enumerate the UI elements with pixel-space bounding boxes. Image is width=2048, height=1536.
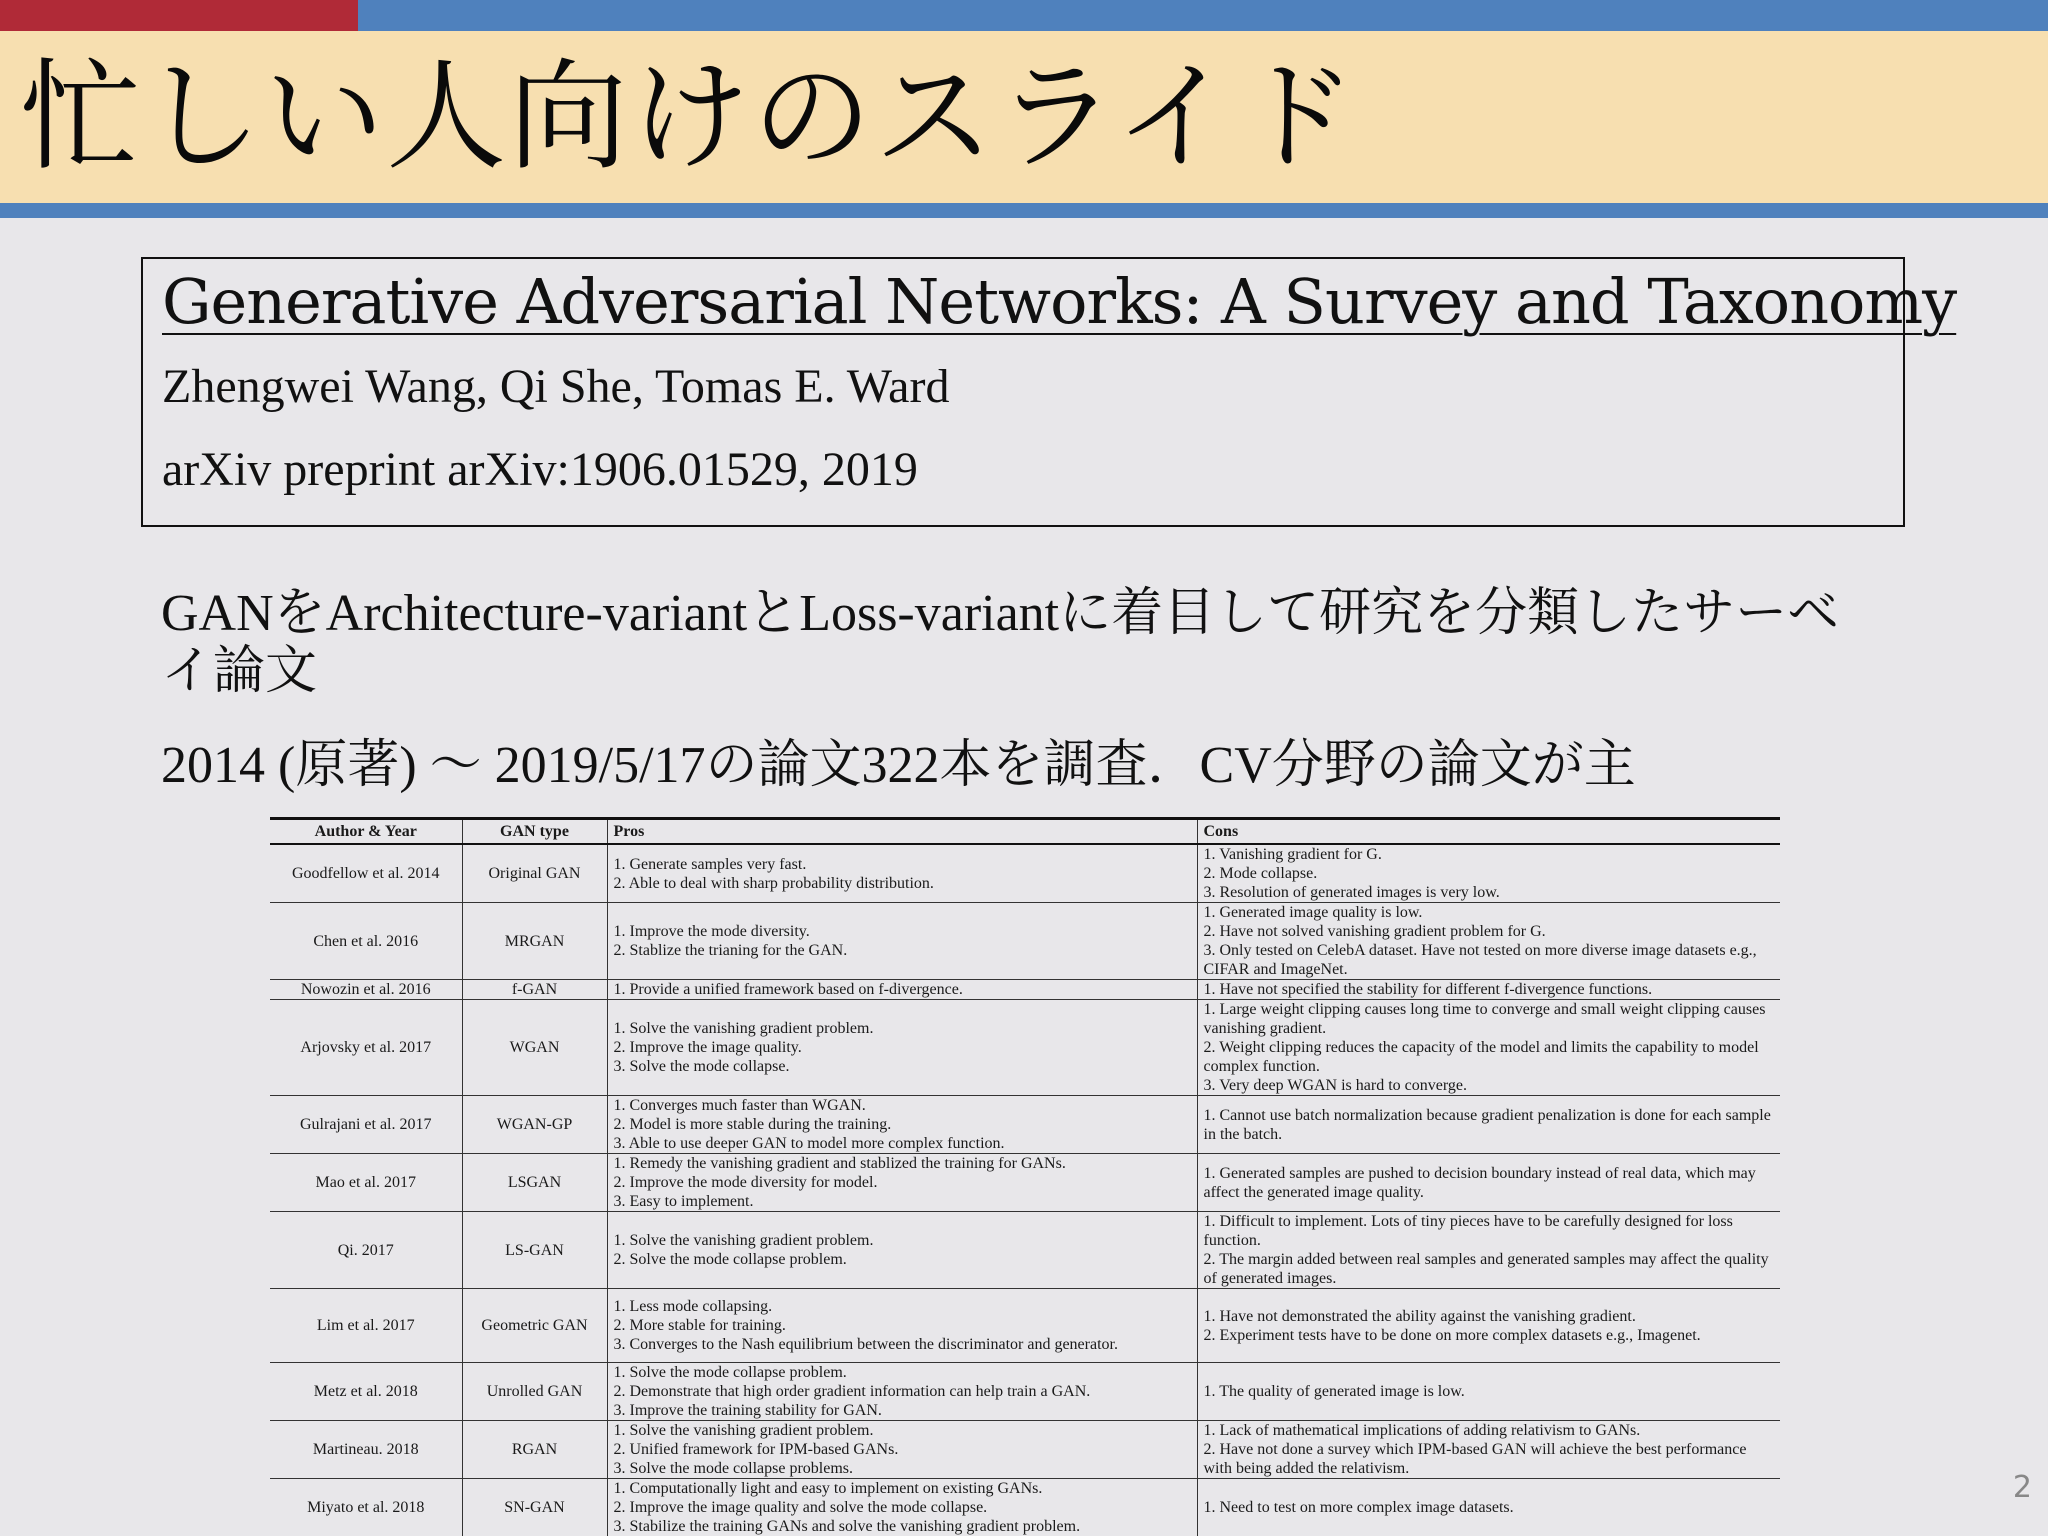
pros-item: 2. Solve the mode collapse problem. [613,1251,847,1268]
cons-item: 1. Generated samples are pushed to decision boundary instead of real data, which may affect the generated image quality. [1203,1164,1756,1201]
pros-item: 3. Able to use deeper GAN to model more complex function. [613,1135,1005,1152]
cell-cons [1197,1000,1780,1096]
pros-item: 2. Able to deal with sharp probability distribution. [613,874,934,892]
cons-item: 1. Vanishing gradient for G. [1203,846,1382,863]
pros-item: 1. Computationally light and easy to implement on existing GANs. [613,1480,1043,1497]
pros-item: 2. Improve the image quality. [613,1039,802,1056]
pros-item: 2. Model is more stable during the training. [613,1116,892,1133]
pros-item: 1. Less mode collapsing. [613,1298,773,1315]
cell-pros [607,1212,1197,1289]
cell-pros [607,1154,1197,1212]
cell-cons [1197,1154,1780,1212]
pros-item: 2. Improve the image quality and solve the mode collapse. [613,1499,988,1516]
title-underline-bar [0,203,2048,218]
table-row [270,903,1780,980]
paper-authors: Zhengwei Wang, Qi She, Tomas E. Ward [162,360,950,413]
pros-item: 2. Stablize the trianing for the GAN. [613,942,848,959]
cell-author: Chen et al. 2016 [270,903,462,980]
paper-title: Generative Adversarial Networks: A Survey and Taxonomy [162,265,1957,338]
pros-item: 1. Solve the vanishing gradient problem. [613,1422,874,1439]
pros-item: 1. Converges much faster than WGAN. [613,1097,866,1114]
cons-item: 2. Have not solved vanishing gradient problem for G. [1203,923,1546,940]
cell-cons [1197,844,1780,903]
table-row [270,980,1780,1000]
cons-item: 3. Very deep WGAN is hard to converge. [1203,1077,1467,1094]
cell-cons [1197,980,1780,1000]
cell-author: Metz et al. 2018 [270,1363,462,1421]
table-row [270,1096,1780,1154]
table-row [270,844,1780,903]
cell-pros [607,1363,1197,1421]
cell-gan-type: LS-GAN [462,1212,607,1289]
table-row [270,1154,1780,1212]
pros-item: 3. Solve the mode collapse. [613,1058,790,1075]
cell-cons [1197,1421,1780,1479]
cell-pros [607,1421,1197,1479]
pros-item: 3. Easy to implement. [613,1193,754,1210]
cell-gan-type: f-GAN [462,980,607,1000]
cell-author: Mao et al. 2017 [270,1154,462,1212]
cell-author: Lim et al. 2017 [270,1289,462,1363]
pros-item: 3. Stabilize the training GANs and solve the vanishing gradient problem. [613,1518,1081,1535]
cell-pros [607,1000,1197,1096]
cons-item: 2. Have not done a survey which IPM-based GAN will achieve the best performance with being added the relativism. [1203,1441,1747,1477]
table-row [270,1363,1780,1421]
table-header-row [270,819,1780,845]
cons-item: 2. Experiment tests have to be done on more complex datasets e.g., Imagenet. [1203,1326,1701,1344]
pros-item: 1. Remedy the vanishing gradient and stablized the training for GANs. [613,1155,1066,1172]
pros-item: 2. Unified framework for IPM-based GANs. [613,1441,899,1458]
cell-cons [1197,1096,1780,1154]
cell-cons [1197,903,1780,980]
pros-item: 1. Solve the mode collapse problem. [613,1364,847,1381]
cell-gan-type: MRGAN [462,903,607,980]
cell-cons [1197,1289,1780,1363]
header-gan-type: GAN type [462,819,607,845]
header-author: Author & Year [270,819,462,845]
pros-item: 3. Improve the training stability for GAN. [613,1402,882,1419]
table-row [270,1000,1780,1096]
pros-item: 1. Improve the mode diversity. [613,923,810,940]
pros-item: 1. Solve the vanishing gradient problem. [613,1020,874,1037]
paper-venue: arXiv preprint arXiv:1906.01529, 2019 [162,443,918,496]
cell-author: Martineau. 2018 [270,1421,462,1479]
table-row [270,1479,1780,1536]
cell-cons [1197,1363,1780,1421]
top-accent-bar-blue [358,0,2048,31]
cell-author: Miyato et al. 2018 [270,1479,462,1536]
cell-gan-type: WGAN-GP [462,1096,607,1154]
citation-box [141,257,1957,527]
page-number: 2 [2012,1470,2032,1505]
cell-pros [607,1479,1197,1536]
slide-title: 忙しい人向けのスライド [20,48,1359,187]
header-cons: Cons [1197,819,1780,845]
cons-item: 2. Mode collapse. [1203,865,1318,882]
cons-item: 3. Resolution of generated images is very low. [1203,884,1500,901]
scope-text: 2014 (原著) ～ 2019/5/17の論文322本を調査．CV分野の論文が主 [161,737,1636,794]
cell-cons [1197,1212,1780,1289]
table-row [270,1212,1780,1289]
summary-text: GANをArchitecture-variantとLoss-variantに着目して研究を分類したサーベイ論文 [161,585,1840,700]
cons-item: 1. Lack of mathematical implications of adding relativism to GANs. [1203,1422,1641,1439]
header-pros: Pros [607,819,1197,845]
cell-pros [607,903,1197,980]
pros-item: 2. Improve the mode diversity for model. [613,1174,878,1191]
cons-item: 1. Have not specified the stability for different f-divergence functions. [1203,981,1653,998]
cell-gan-type: WGAN [462,1000,607,1096]
comparison-table [270,817,1780,1536]
cell-pros [607,1289,1197,1363]
table-row [270,1421,1780,1479]
cons-item: 2. Weight clipping reduces the capacity of the model and limits the capability to model complex function. [1203,1039,1759,1075]
cons-item: 3. Only tested on CelebA dataset. Have not tested on more diverse image datasets e.g., CIFAR and ImageNet. [1203,942,1757,978]
pros-item: 1. Generate samples very fast. [613,855,807,873]
cons-item: 1. Large weight clipping causes long time to converge and small weight clipping causes vanishing gradient. [1203,1001,1766,1037]
cell-author: Nowozin et al. 2016 [270,980,462,1000]
cell-gan-type: RGAN [462,1421,607,1479]
cons-item: 1. Difficult to implement. Lots of tiny pieces have to be carefully designed for loss function. [1203,1213,1733,1249]
gan-comparison-table [270,817,1780,1536]
cell-author: Qi. 2017 [270,1212,462,1289]
cons-item: 2. The margin added between real samples and generated samples may affect the quality of generated images. [1203,1251,1769,1287]
pros-item: 1. Solve the vanishing gradient problem. [613,1232,874,1249]
cell-gan-type: LSGAN [462,1154,607,1212]
cons-item: 1. The quality of generated image is low. [1203,1383,1465,1400]
cons-item: 1. Generated image quality is low. [1203,904,1423,921]
cell-gan-type: SN-GAN [462,1479,607,1536]
cell-author: Arjovsky et al. 2017 [270,1000,462,1096]
title-band [0,31,2048,203]
pros-item: 3. Converges to the Nash equilibrium between the discriminator and generator. [613,1336,1118,1353]
cell-pros [607,1096,1197,1154]
pros-item: 3. Solve the mode collapse problems. [613,1460,854,1477]
pros-item: 1. Provide a unified framework based on f-divergence. [613,981,963,998]
cell-pros [607,844,1197,903]
cell-author: Goodfellow et al. 2014 [270,844,462,903]
cons-item: 1. Have not demonstrated the ability against the vanishing gradient. [1203,1307,1636,1325]
cons-item: 1. Cannot use batch normalization because gradient penalization is done for each sample in the batch. [1203,1106,1771,1143]
top-accent-bar-red [0,0,358,31]
pros-item: 2. More stable for training. [613,1317,786,1334]
cell-gan-type: Original GAN [462,844,607,903]
cell-cons [1197,1479,1780,1536]
table-row [270,1289,1780,1363]
cell-gan-type: Unrolled GAN [462,1363,607,1421]
cell-gan-type: Geometric GAN [462,1289,607,1363]
cons-item: 1. Need to test on more complex image datasets. [1203,1499,1514,1516]
cell-pros [607,980,1197,1000]
pros-item: 2. Demonstrate that high order gradient information can help train a GAN. [613,1383,1091,1400]
cell-author: Gulrajani et al. 2017 [270,1096,462,1154]
